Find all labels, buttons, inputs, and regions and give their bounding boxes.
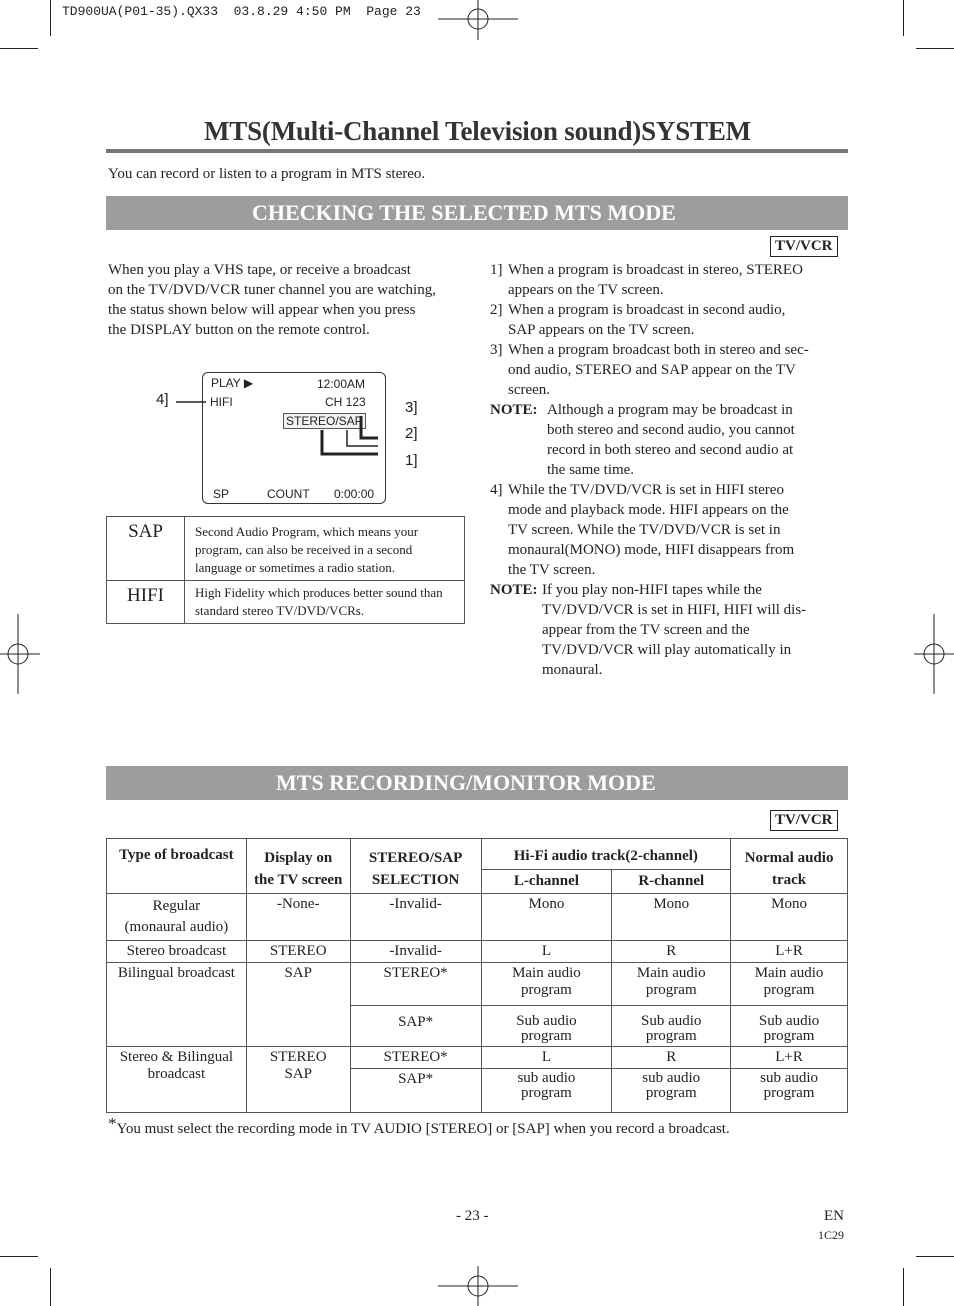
text-line: screen. — [508, 382, 551, 398]
osd-speed: SP — [213, 487, 230, 501]
crop-mark — [0, 1256, 38, 1257]
text-line: appear from the TV screen and the — [542, 622, 750, 638]
callout-4: 4] — [156, 391, 169, 408]
text-line: TV/DVD/VCR will play automatically in — [542, 642, 792, 658]
text-line: mode and playback mode. HIFI appears on the — [508, 502, 789, 518]
crop-mark — [916, 48, 954, 49]
cell-line: sub audio — [517, 1070, 576, 1086]
definition-term: SAP — [107, 517, 185, 580]
callout-3: 3] — [405, 399, 418, 416]
crop-mark — [50, 1268, 51, 1306]
cell-left: L — [481, 941, 612, 963]
cell-line: Stereo & Bilingual — [119, 1049, 234, 1065]
cell-right: Mono — [612, 894, 731, 941]
text-line: When a program is broadcast in stereo, STEREO — [508, 262, 803, 278]
osd-channel: CH 123 — [325, 395, 366, 409]
text-line: When a program is broadcast in second audio, — [508, 302, 786, 318]
text-line: ond audio, STEREO and SAP appear on the TV — [508, 362, 796, 378]
definition-row-sap — [107, 517, 464, 581]
text-line: monaural. — [542, 662, 603, 678]
cell-line: sub audio — [642, 1070, 701, 1086]
cell-selection: -Invalid- — [350, 894, 481, 941]
definition-desc: Second Audio Program, which means your program, can also be received in a second language or sometimes a radio station. — [195, 524, 419, 575]
table-row — [107, 894, 848, 941]
mts-recording-table — [106, 838, 848, 1113]
header-hifi: Hi-Fi audio track(2-channel) — [481, 839, 731, 870]
list-number: 1] — [490, 262, 503, 278]
cell-line: Sub audio — [516, 1013, 577, 1029]
cell-normal — [731, 963, 848, 1006]
crop-mark — [50, 0, 51, 36]
cell-line: (monaural audio) — [124, 919, 229, 935]
cell-left — [481, 963, 612, 1006]
cell-left: Mono — [481, 894, 612, 941]
text-line: SAP appears on the TV screen. — [508, 322, 695, 338]
header-right: R-channel — [612, 869, 731, 893]
section-heading-text: MTS RECORDING/MONITOR MODE — [276, 770, 656, 795]
osd-stereo-sap: STEREO/SAP — [283, 413, 366, 429]
header-type: Type of broadcast — [107, 839, 247, 894]
cell-line: program — [645, 982, 697, 998]
page-number: - 23 - — [456, 1208, 489, 1224]
cell-display: -None- — [246, 894, 350, 941]
cell-normal: L+R — [731, 941, 848, 963]
cell-left — [481, 1006, 612, 1047]
text-line: While the TV/DVD/VCR is set in HIFI stereo — [508, 482, 784, 498]
section-heading-text: CHECKING THE SELECTED MTS MODE — [252, 200, 676, 225]
list-number: 2] — [490, 302, 503, 318]
header-line: Display on — [264, 850, 333, 866]
cell-selection: SAP* — [350, 1006, 481, 1047]
definition-desc: High Fidelity which produces better sound than standard stereo TV/DVD/VCRs. — [195, 585, 443, 618]
crop-mark — [903, 0, 904, 36]
table-row — [107, 941, 848, 963]
text-line: both stereo and second audio, you cannot — [547, 422, 795, 438]
cell-line: broadcast — [147, 1066, 206, 1082]
cell-line: Sub audio — [641, 1013, 702, 1029]
callout-1: 1] — [405, 452, 418, 469]
cell-normal: Mono — [731, 894, 848, 941]
text-line: record in both stereo and second audio at — [547, 442, 794, 458]
list-item — [490, 480, 850, 580]
cell-type: Stereo broadcast — [107, 941, 247, 963]
cell-line: Sub audio — [758, 1013, 820, 1029]
osd-hifi: HIFI — [210, 395, 233, 409]
text-line: the same time. — [547, 462, 635, 478]
cell-normal — [731, 1069, 848, 1113]
definition-term: HIFI — [107, 581, 185, 623]
intro-text: You can record or listen to a program in MTS stereo. — [108, 166, 426, 182]
header-line: the TV screen — [254, 872, 343, 888]
list-item — [490, 300, 850, 340]
registration-mark-icon — [914, 614, 954, 694]
cell-right: R — [612, 941, 731, 963]
registration-mark-icon — [438, 1266, 518, 1306]
list-number: 4] — [490, 482, 503, 498]
cell-type: Bilingual broadcast — [107, 963, 247, 1047]
osd-count-value: 0:00:00 — [334, 487, 375, 501]
cell-right — [612, 1069, 731, 1113]
tv-vcr-tag: TV/VCR — [770, 810, 838, 831]
tv-vcr-tag: TV/VCR — [770, 236, 838, 257]
note-block — [490, 580, 850, 680]
display-instructions — [108, 260, 468, 340]
header-selection — [350, 839, 481, 894]
text-line: TV screen. While the TV/DVD/VCR is set in — [508, 522, 781, 538]
note-body — [490, 400, 850, 480]
cell-line: SAP — [284, 1066, 312, 1082]
header-line: STEREO/SAP — [368, 850, 463, 866]
cell-display — [246, 1047, 350, 1113]
registration-mark-icon — [438, 0, 518, 40]
footnote-text: You must select the recording mode in TV AUDIO [STEREO] or [SAP] when you record a broadcast. — [116, 1121, 730, 1137]
note-body — [490, 580, 850, 680]
cell-line: Main audio — [754, 965, 824, 981]
section-heading-checking — [106, 196, 848, 230]
cell-display: SAP — [246, 963, 350, 1047]
title-rule — [106, 149, 848, 153]
text-line: the status shown below will appear when you press — [108, 302, 416, 318]
table-header-row — [107, 839, 848, 870]
cell-line: program — [645, 1028, 697, 1044]
cell-selection: STEREO* — [350, 963, 481, 1006]
cell-normal — [731, 1006, 848, 1047]
text-line: Although a program may be broadcast in — [547, 402, 793, 418]
cell-line: Main audio — [512, 965, 581, 981]
cell-right — [612, 1006, 731, 1047]
crop-mark — [916, 1256, 954, 1257]
footnote — [108, 1114, 730, 1138]
note-label: NOTE: — [490, 402, 538, 418]
osd-time: 12:00AM — [317, 377, 366, 391]
footnote-star: * — [108, 1114, 117, 1133]
cell-line: program — [645, 1085, 697, 1101]
text-line: TV/DVD/VCR is set in HIFI, HIFI will dis- — [542, 602, 807, 618]
list-number: 3] — [490, 342, 503, 358]
cell-display: STEREO — [246, 941, 350, 963]
text-line: the TV screen. — [508, 562, 596, 578]
cell-line: STEREO — [269, 1049, 327, 1065]
cell-normal: L+R — [731, 1047, 848, 1069]
text-line: When you play a VHS tape, or receive a broadcast — [108, 262, 411, 278]
header-line: Normal audio — [744, 850, 834, 866]
text-line: When a program broadcast both in stereo and sec- — [508, 342, 809, 358]
definition-row-hifi — [107, 581, 464, 623]
callout-2: 2] — [405, 425, 418, 442]
document-code: 1C29 — [818, 1228, 845, 1242]
text-line: on the TV/DVD/VCR tuner channel you are watching, — [108, 282, 436, 298]
registration-mark-icon — [0, 614, 40, 694]
cell-line: program — [521, 1085, 572, 1101]
cell-line: program — [521, 982, 572, 998]
cell-selection: STEREO* — [350, 1047, 481, 1069]
cell-left: L — [481, 1047, 612, 1069]
header-line: track — [771, 872, 807, 888]
cell-type — [107, 894, 247, 941]
crop-mark — [0, 48, 38, 49]
note-label: NOTE: — [490, 582, 538, 598]
text-line: If you play non-HIFI tapes while the — [542, 582, 762, 598]
crop-mark — [903, 1268, 904, 1306]
list-item — [490, 260, 850, 300]
cell-selection: SAP* — [350, 1069, 481, 1113]
cell-line: program — [763, 1085, 815, 1101]
list-item — [490, 340, 850, 400]
osd-count-label: COUNT — [267, 487, 310, 501]
note-block — [490, 400, 850, 480]
cell-line: program — [763, 1028, 815, 1044]
text-line: appears on the TV screen. — [508, 282, 664, 298]
cell-right — [612, 963, 731, 1006]
header-normal — [731, 839, 848, 894]
cell-line: Regular — [152, 898, 201, 914]
cell-type — [107, 1047, 247, 1113]
print-header: TD900UA(P01-35).QX33 03.8.29 4:50 PM Page 23 — [62, 4, 421, 19]
text-line: monaural(MONO) mode, HIFI disappears from — [508, 542, 795, 558]
page-title: MTS(Multi-Channel Television sound)SYSTEM — [204, 116, 751, 146]
cell-line: program — [521, 1028, 572, 1044]
cell-line: program — [763, 982, 815, 998]
section-heading-recording — [106, 766, 848, 800]
header-line: SELECTION — [371, 872, 460, 888]
cell-selection: -Invalid- — [350, 941, 481, 963]
header-left: L-channel — [481, 869, 612, 893]
table-row — [107, 1047, 848, 1069]
osd-play: PLAY ▶ — [211, 376, 254, 390]
definition-table — [106, 516, 465, 624]
cell-line: sub audio — [760, 1070, 819, 1086]
header-display — [246, 839, 350, 894]
table-row — [107, 963, 848, 1006]
callout-lines — [176, 394, 408, 464]
language-code: EN — [824, 1208, 844, 1224]
cell-left — [481, 1069, 612, 1113]
cell-line: Main audio — [636, 965, 706, 981]
text-line: the DISPLAY button on the remote control. — [108, 322, 370, 338]
cell-right: R — [612, 1047, 731, 1069]
status-list — [490, 260, 850, 680]
